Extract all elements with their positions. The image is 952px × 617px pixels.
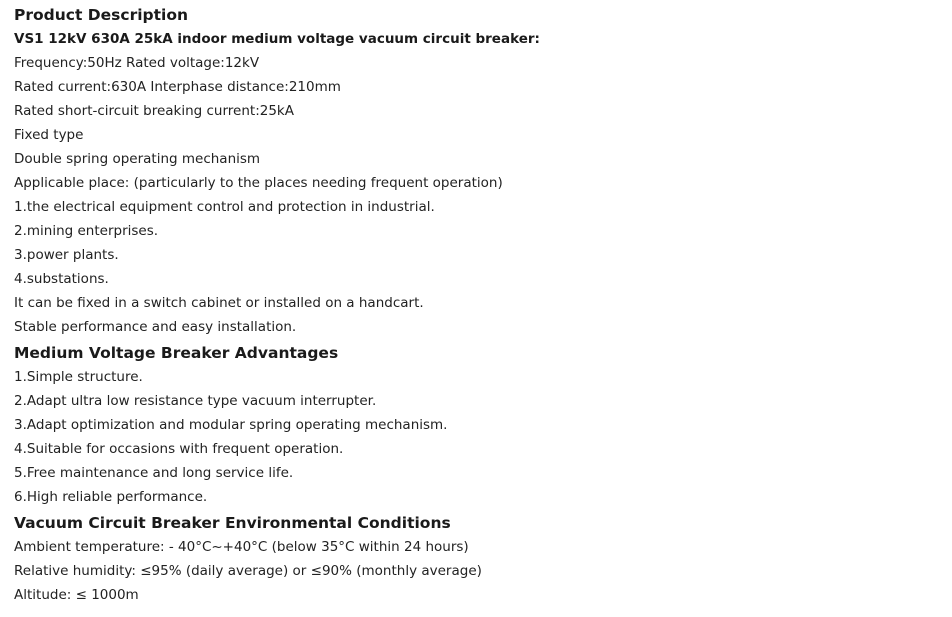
spec-type: Fixed type	[14, 127, 84, 143]
installation-note: It can be fixed in a switch cabinet or installed on a handcart.	[14, 295, 424, 311]
advantage-item: 6.High reliable performance.	[14, 489, 208, 505]
spec-breaking-current: Rated short-circuit breaking current:25kA	[14, 103, 294, 119]
advantage-item: 3.Adapt optimization and modular spring operating mechanism.	[14, 417, 448, 433]
advantage-item: 1.Simple structure.	[14, 369, 143, 385]
advantages-heading: Medium Voltage Breaker Advantages	[14, 344, 339, 362]
applicable-item: 3.power plants.	[14, 247, 119, 263]
spec-mechanism: Double spring operating mechanism	[14, 151, 261, 167]
env-altitude: Altitude: ≤ 1000m	[14, 587, 139, 603]
applicable-item: 4.substations.	[14, 271, 109, 287]
spec-current-distance: Rated current:630A Interphase distance:210mm	[14, 79, 341, 95]
product-description-heading: Product Description	[14, 6, 189, 24]
product-model-subheading: VS1 12kV 630A 25kA indoor medium voltage vacuum circuit breaker:	[14, 31, 540, 47]
advantage-item: 4.Suitable for occasions with frequent operation.	[14, 441, 344, 457]
env-temperature: Ambient temperature: - 40°C~+40°C (below 35°C within 24 hours)	[14, 539, 469, 555]
applicable-place: Applicable place: (particularly to the places needing frequent operation)	[14, 175, 503, 191]
spec-frequency-voltage: Frequency:50Hz Rated voltage:12kV	[14, 55, 260, 71]
advantage-item: 5.Free maintenance and long service life.	[14, 465, 294, 481]
environment-heading: Vacuum Circuit Breaker Environmental Conditions	[14, 514, 451, 532]
env-humidity: Relative humidity: ≤95% (daily average) or ≤90% (monthly average)	[14, 563, 482, 579]
applicable-item: 1.the electrical equipment control and protection in industrial.	[14, 199, 435, 215]
performance-note: Stable performance and easy installation.	[14, 319, 297, 335]
applicable-item: 2.mining enterprises.	[14, 223, 159, 239]
advantage-item: 2.Adapt ultra low resistance type vacuum interrupter.	[14, 393, 377, 409]
